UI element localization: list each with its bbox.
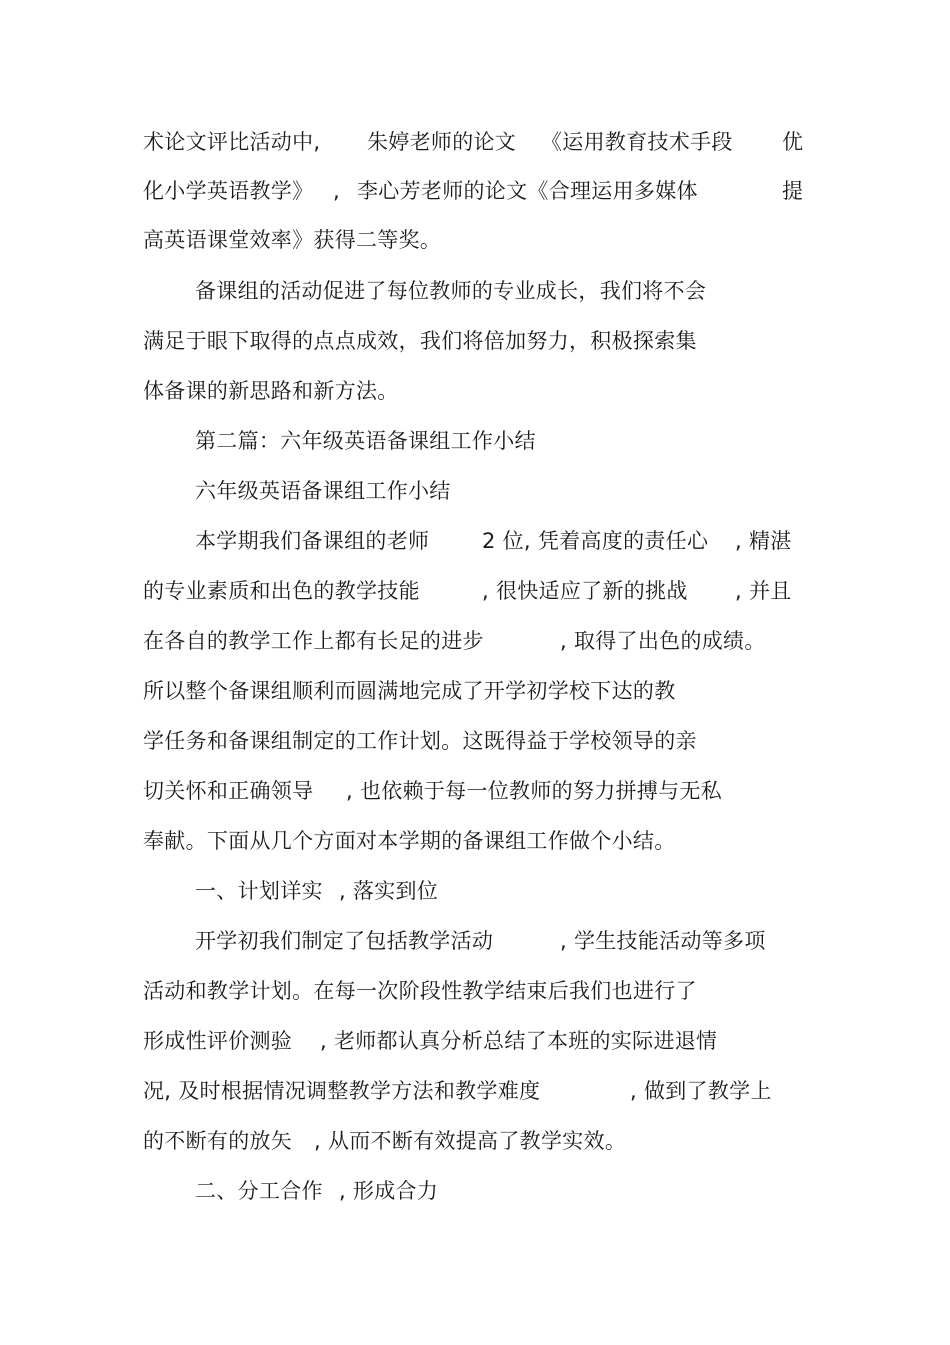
text-segment: , 也依赖于每一位教师的努力拼搏与无私 [346, 779, 723, 803]
text-segment: , 学生技能活动等多项 [560, 929, 766, 953]
section-heading: , 落实到位 [339, 879, 439, 903]
text-segment: 术论文评比活动中, [143, 130, 321, 154]
text-line [0, 927, 766, 955]
text-line [0, 677, 676, 705]
document-title: 六年级英语备课组工作小结 [195, 479, 451, 503]
text-line [0, 377, 399, 405]
text-line [0, 226, 442, 254]
text-segment: 体备课的新思路和新方法。 [143, 379, 399, 403]
text-line [0, 527, 792, 555]
text-segment: 学任务和备课组制定的工作计划。这既得益于学校领导的亲 [143, 729, 697, 753]
text-segment: 本学期我们备课组的老师 [195, 529, 430, 553]
text-line [0, 177, 804, 205]
text-segment: 开学初我们制定了包括教学活动 [195, 929, 494, 953]
text-segment: 李心芳老师的论文《合理运用多媒体 [357, 179, 698, 203]
text-segment: 况, 及时根据情况调整教学方法和教学难度 [143, 1079, 541, 1103]
text-segment: 切关怀和正确领导 [143, 779, 314, 803]
text-line [0, 1077, 772, 1105]
text-line [0, 1027, 718, 1055]
text-line [0, 827, 676, 855]
text-line [0, 1177, 439, 1205]
text-line [0, 327, 697, 355]
text-segment: 提 [782, 179, 804, 203]
text-segment: 高英语课堂效率》获得二等奖。 [143, 228, 442, 252]
text-segment: 奉献。下面从几个方面对本学期的备课组工作做个小结。 [143, 829, 676, 853]
text-segment: , [333, 179, 340, 203]
section-heading: 二、分工合作 [195, 1179, 323, 1203]
text-segment: , 从而不断有效提高了教学实效。 [314, 1129, 627, 1153]
text-line [0, 977, 697, 1005]
text-segment: , 老师都认真分析总结了本班的实际进退情 [320, 1029, 718, 1053]
text-line [0, 128, 804, 156]
text-segment: 优 [782, 130, 804, 154]
text-segment: 《运用教育技术手段 [541, 130, 733, 154]
text-segment: 所以整个备课组顺利而圆满地完成了开学初学校下达的教 [143, 679, 676, 703]
text-segment: 备课组的活动促进了每位教师的专业成长，我们将不会 [195, 279, 707, 303]
text-line [0, 777, 723, 805]
text-segment: 在各自的教学工作上都有长足的进步 [143, 629, 484, 653]
text-line [0, 627, 766, 655]
text-line [0, 577, 792, 605]
text-segment: 满足于眼下取得的点点成效，我们将倍加努力，积极探索集 [143, 329, 697, 353]
section-heading: , 形成合力 [339, 1179, 439, 1203]
section-heading: 第二篇：六年级英语备课组工作小结 [195, 429, 536, 453]
text-segment: , 很快适应了新的挑战 [482, 579, 688, 603]
section-heading: 一、计划详实 [195, 879, 323, 903]
text-segment: 活动和教学计划。在每一次阶段性教学结束后我们也进行了 [143, 979, 697, 1003]
text-line [0, 877, 439, 905]
text-line [0, 277, 707, 305]
text-line [0, 427, 536, 455]
text-segment: 2 位, 凭着高度的责任心 [482, 529, 709, 553]
text-line [0, 1127, 627, 1155]
text-segment: 化小学英语教学》 [143, 179, 314, 203]
text-segment: 的专业素质和出色的教学技能 [143, 579, 420, 603]
text-line [0, 477, 451, 505]
text-line [0, 727, 697, 755]
text-segment: , 精湛 [735, 529, 792, 553]
text-segment: 朱婷老师的论文 [367, 130, 517, 154]
text-segment: 的不断有的放矢 [143, 1129, 293, 1153]
text-segment: 形成性评价测验 [143, 1029, 293, 1053]
text-segment: , 取得了出色的成绩。 [560, 629, 766, 653]
text-segment: , 并且 [735, 579, 792, 603]
text-segment: , 做到了教学上 [630, 1079, 772, 1103]
